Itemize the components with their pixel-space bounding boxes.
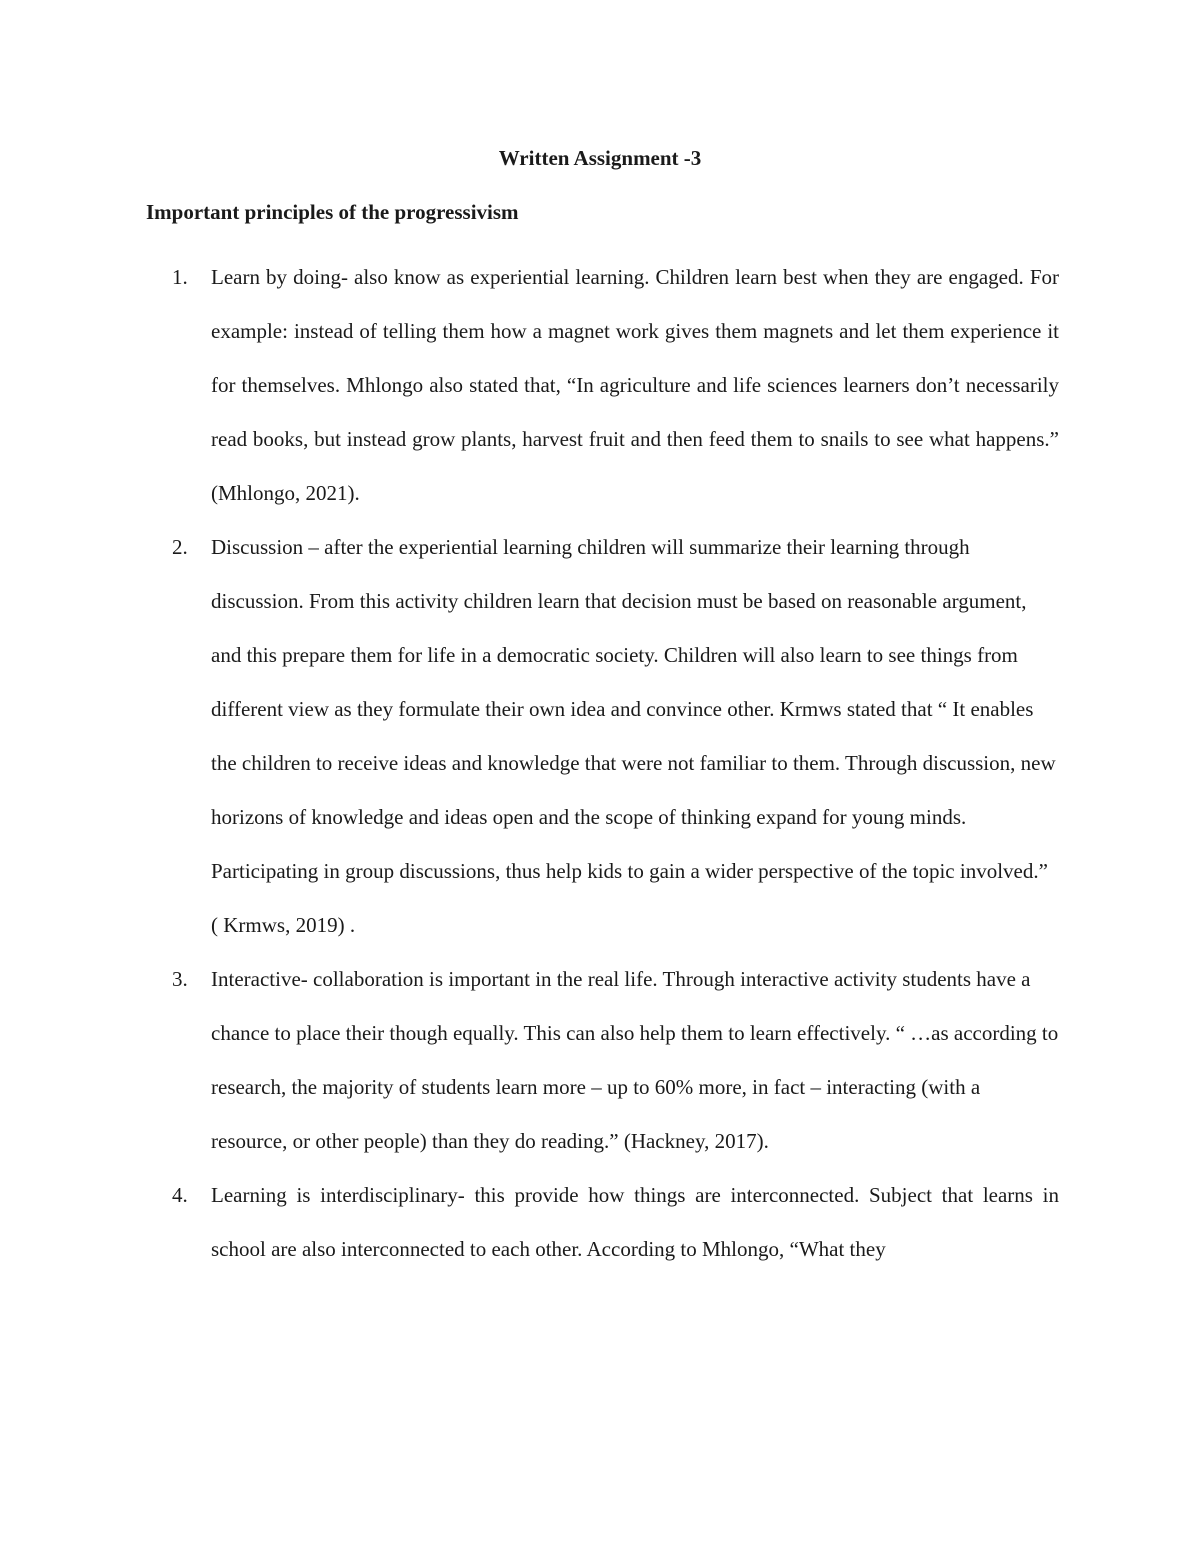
- list-item: [0, 250, 1200, 520]
- list-item-number: 2.: [172, 535, 188, 559]
- principles-list: [0, 250, 1200, 1276]
- document-title: Written Assignment -3: [498, 146, 702, 170]
- list-item-number: 1.: [172, 265, 188, 289]
- list-item-number: 3.: [172, 967, 188, 991]
- list-item-text: Interactive- collaboration is important in the real life. Through interactive activity students have a chance to place their though equally. This can also help them to learn effectively. “ …as according to research, the majority of students learn more – up to 60% more, in fact – interacting (with a resource, or other people) than they do reading.” (Hackney, 2017).: [211, 967, 1059, 1153]
- list-item: [0, 520, 1200, 952]
- section-heading: Important principles of the progressivism: [146, 200, 519, 224]
- list-item-number: 4.: [172, 1183, 188, 1207]
- list-item-text: Discussion – after the experiential learning children will summarize their learning through discussion. From this activity children learn that decision must be based on reasonable argument, and this prepare them for life in a democratic society. Children will also learn to see things from different view as they formulate their own idea and convince other. Krmws stated that “ It enables the children to receive ideas and knowledge that were not familiar to them. Through discussion, new horizons of knowledge and ideas open and the scope of thinking expand for young minds. Participating in group discussions, thus help kids to gain a wider perspective of the topic involved.” ( Krmws, 2019) .: [211, 535, 1056, 937]
- list-item: [0, 952, 1200, 1168]
- list-item-text: Learn by doing- also know as experiential learning. Children learn best when they are engaged. For example: instead of telling them how a magnet work gives them magnets and let them experience it for themselves. Mhlongo also stated that, “In agriculture and life sciences learners don’t necessarily read books, but instead grow plants, harvest fruit and then feed them to snails to see what happens.” (Mhlongo, 2021).: [211, 265, 1059, 505]
- list-item-text: Learning is interdisciplinary- this provide how things are interconnected. Subject that learns in school are also interconnected to each other. According to Mhlongo, “What they: [211, 1183, 1059, 1261]
- list-item: [0, 1168, 1200, 1276]
